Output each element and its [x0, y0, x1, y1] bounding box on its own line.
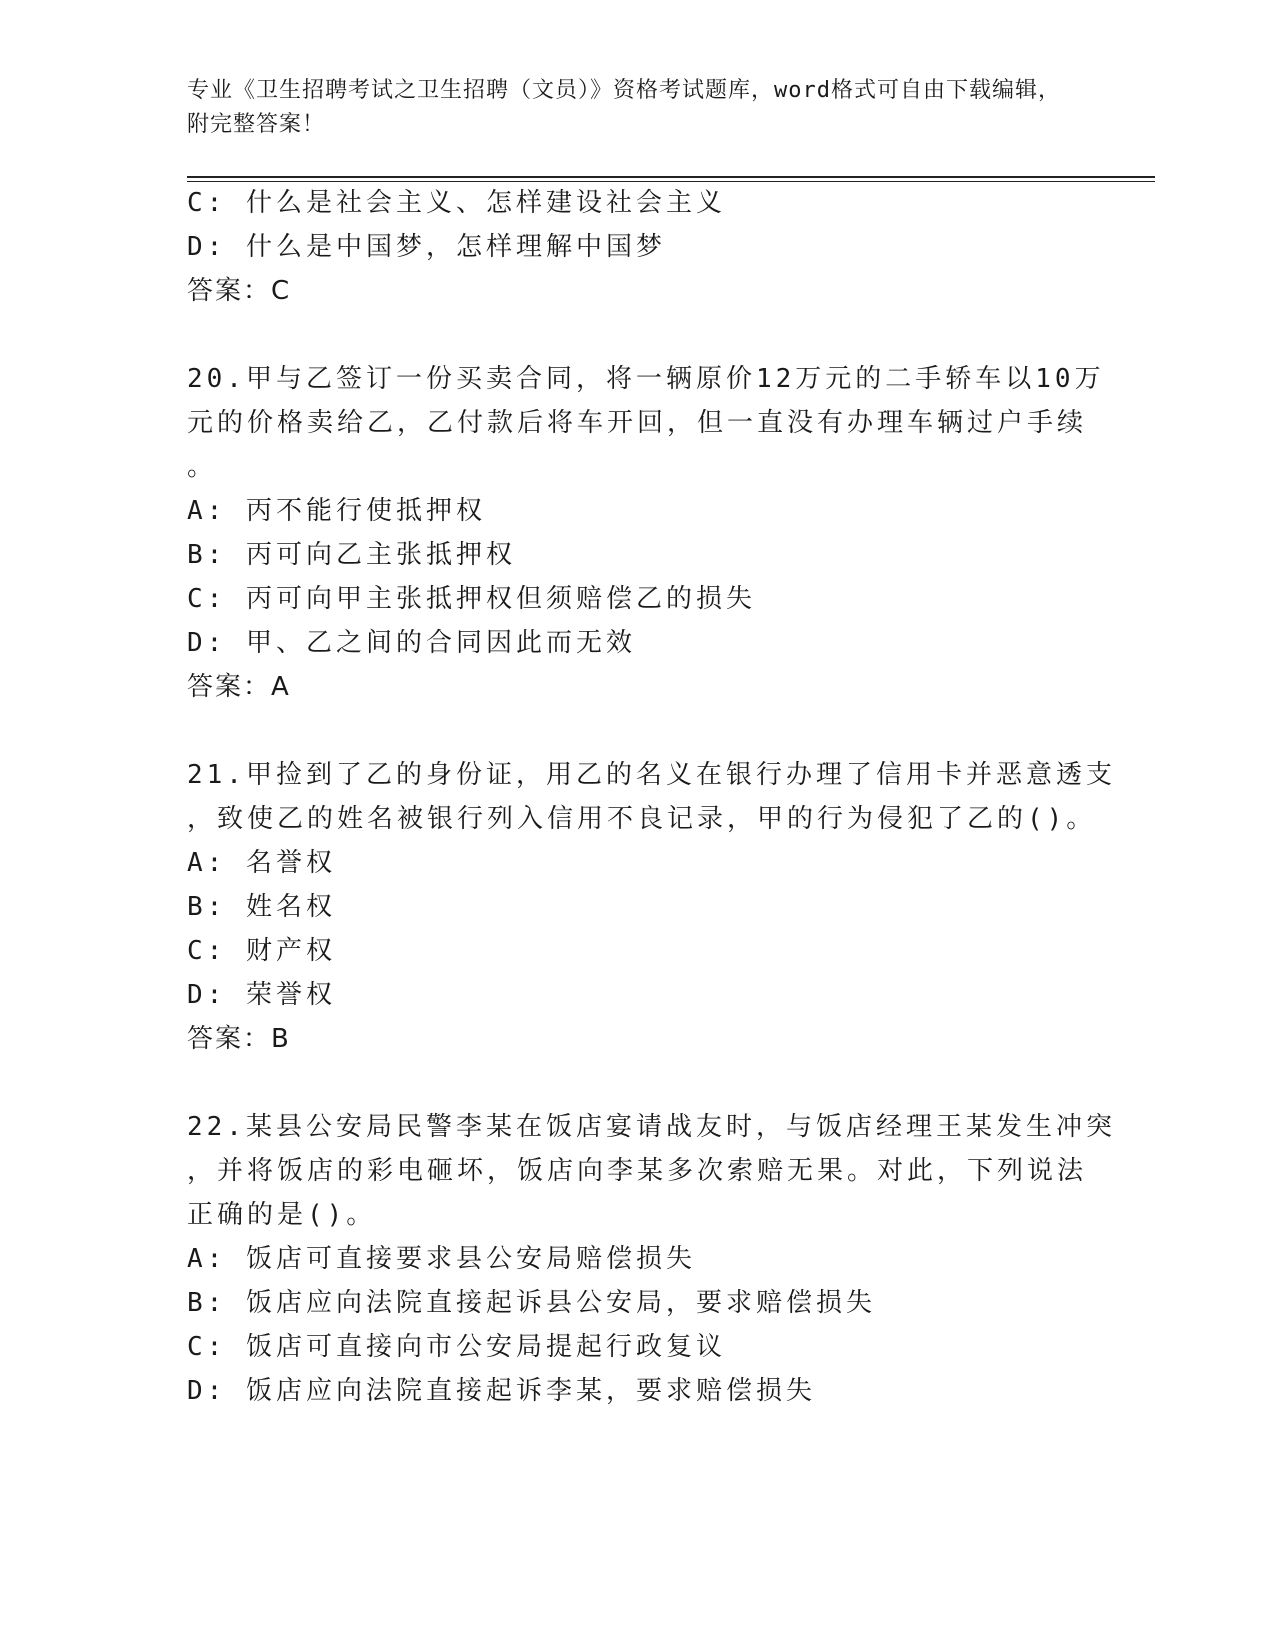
q22-option-c: C: 饭店可直接向市公安局提起行政复议	[187, 1332, 726, 1362]
q21-option-c: C: 财产权	[187, 936, 336, 966]
q22-option-b: B: 饭店应向法院直接起诉县公安局，要求赔偿损失	[187, 1288, 876, 1318]
q20-option-d: D: 甲、乙之间的合同因此而无效	[187, 628, 636, 658]
q21-stem-line2: ，致使乙的姓名被银行列入信用不良记录，甲的行为侵犯了乙的()。	[187, 804, 1097, 834]
q20-option-c: C: 丙可向甲主张抵押权但须赔偿乙的损失	[187, 584, 756, 614]
document-header: 专业《卫生招聘考试之卫生招聘（文员）》资格考试题库，word格式可自由下载编辑，附完整答案！	[187, 78, 1061, 137]
q20-option-b: B: 丙可向乙主张抵押权	[187, 540, 516, 570]
q20-answer: 答案：A	[187, 672, 291, 702]
q21-answer: 答案：B	[187, 1024, 291, 1054]
q21-stem-line1: 21.甲捡到了乙的身份证，用乙的名义在银行办理了信用卡并恶意透支	[187, 760, 1116, 790]
q20-stem-line2: 元的价格卖给乙，乙付款后将车开回，但一直没有办理车辆过户手续	[187, 408, 1088, 438]
prev-option-c: C: 什么是社会主义、怎样建设社会主义	[187, 188, 726, 218]
q21-option-b: B: 姓名权	[187, 892, 336, 922]
header-rule-thin	[187, 181, 1155, 182]
q22-option-a: A: 饭店可直接要求县公安局赔偿损失	[187, 1244, 696, 1274]
q22-stem-line3: 正确的是()。	[187, 1200, 377, 1230]
q22-option-d: D: 饭店应向法院直接起诉李某，要求赔偿损失	[187, 1376, 816, 1406]
q20-stem-line3: 。	[187, 452, 218, 482]
q20-stem-line1: 20.甲与乙签订一份买卖合同，将一辆原价12万元的二手轿车以10万	[187, 364, 1105, 394]
q22-stem-line1: 22.某县公安局民警李某在饭店宴请战友时，与饭店经理王某发生冲突	[187, 1112, 1116, 1142]
q20-option-a: A: 丙不能行使抵押权	[187, 496, 486, 526]
header-rule-thick	[187, 176, 1155, 178]
prev-option-d: D: 什么是中国梦，怎样理解中国梦	[187, 232, 666, 262]
q22-stem-line2: ，并将饭店的彩电砸坏，饭店向李某多次索赔无果。对此，下列说法	[187, 1156, 1088, 1186]
q21-option-d: D: 荣誉权	[187, 980, 336, 1010]
prev-answer: 答案：C	[187, 276, 292, 306]
q21-option-a: A: 名誉权	[187, 848, 336, 878]
